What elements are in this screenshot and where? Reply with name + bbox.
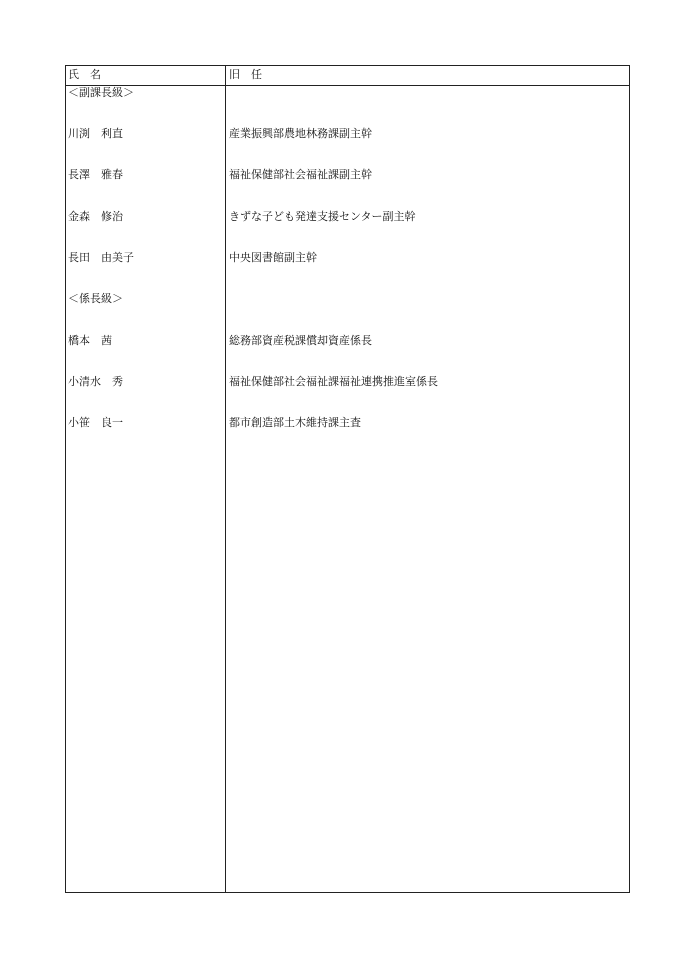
staff-name: 小清水 秀: [68, 375, 123, 388]
section-title: ＜係長級＞: [68, 292, 123, 305]
previous-post: 中央図書館副主幹: [229, 251, 317, 264]
staff-name: 金森 修治: [68, 210, 123, 223]
previous-post: 福祉保健部社会福祉課副主幹: [229, 168, 372, 181]
previous-post: 総務部資産税課償却資産係長: [229, 334, 372, 347]
previous-post: 産業振興部農地林務課副主幹: [229, 127, 372, 140]
previous-post: 都市創造部土木維持課主査: [229, 416, 361, 429]
name-column-header: 氏 名: [68, 68, 101, 81]
personnel-table: [65, 65, 630, 893]
staff-name: 川渕 利直: [68, 127, 123, 140]
staff-name: 長澤 雅春: [68, 168, 123, 181]
previous-post: 福祉保健部社会福祉課福祉連携推進室係長: [229, 375, 438, 388]
staff-name: 小笹 良一: [68, 416, 123, 429]
staff-name: 長田 由美子: [68, 251, 134, 264]
header-divider: [66, 85, 629, 86]
previous-post-column-header: 旧 任: [229, 68, 262, 81]
section-title: ＜副課長級＞: [68, 86, 134, 99]
previous-post: きずな子ども発達支援センター副主幹: [229, 210, 416, 223]
column-divider: [225, 66, 226, 892]
staff-name: 橋本 茜: [68, 334, 112, 347]
